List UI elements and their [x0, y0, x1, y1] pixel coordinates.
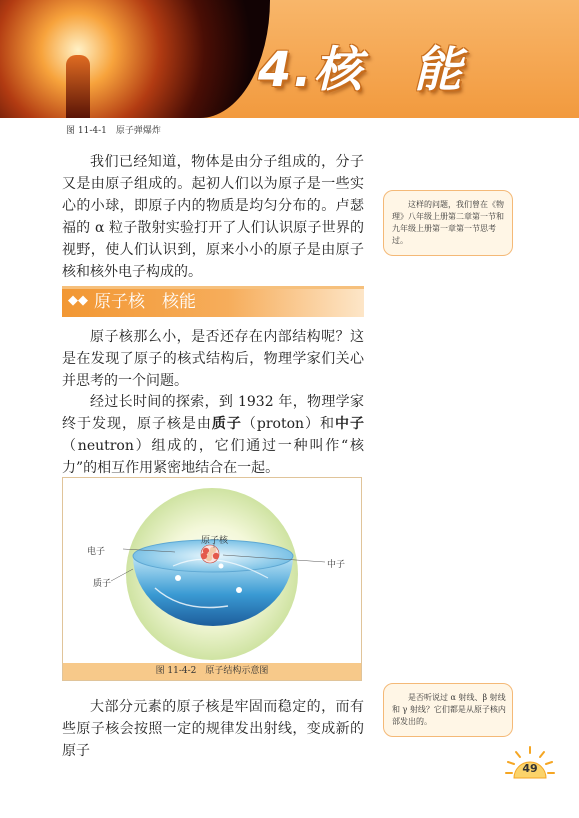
mushroom-cloud-stem [66, 55, 90, 118]
page-number: 49 [522, 762, 538, 775]
atom-structure-figure [62, 477, 362, 681]
section-heading-bar [62, 286, 364, 317]
section-title: 原子核 核能 [94, 292, 196, 312]
electron-dot [236, 587, 242, 593]
electron-dot [175, 575, 181, 581]
label-proton: 质子 [93, 579, 112, 589]
paragraph-discovery-part-a: 经过长时间的探索，到 1932 年，物理学家终于发现，原子核是由 [62, 394, 364, 432]
term-proton: 质子 [211, 416, 242, 432]
paragraph-discovery-part-b: （proton）和 [241, 416, 336, 432]
label-electron: 电子 [87, 547, 106, 557]
photo-caption: 图 11-4-1 原子弹爆炸 [66, 126, 161, 136]
label-nucleus: 原子核 [201, 536, 229, 546]
side-note-2: 是否听说过 α 射线、β 射线和 γ 射线？它们都是从原子核内部发出的。 [383, 683, 513, 737]
paragraph-discovery-part-c: （neutron）组成的，它们通过一种叫作“核力”的相互作用紧密地结合在一起。 [62, 438, 364, 476]
term-neutron: 中子 [335, 416, 365, 432]
atomic-explosion-photo [0, 0, 270, 118]
paragraph-radiation: 大部分元素的原子核是牢固而稳定的，而有些原子核会按照一定的规律发出射线，变成新的原子 [62, 699, 364, 759]
chapter-title: 4.核 能 [258, 42, 464, 98]
paragraph-discovery [62, 391, 364, 479]
atom-structure-diagram [63, 478, 361, 664]
diamond-bullet-icon: ◆◆ [68, 293, 88, 308]
electron-dot [219, 564, 224, 569]
paragraph-intro: 我们已经知道，物体是由分子组成的，分子又是由原子组成的。起初人们以为原子是一些实心的小球，即原子内的物质是均匀分布的。卢瑟福的 α 粒子散射实验打开了人们认识原子世界的视野，使人们认识到，原来小小的原子是由原子核和核外电子构成的。 [62, 154, 364, 280]
figure-caption: 图 11-4-2 原子结构示意图 [63, 663, 361, 680]
side-note-1: 这样的问题，我们曾在《物理》八年级上册第二章第一节和九年级上册第一章第一节思考过。 [383, 190, 513, 256]
label-neutron: 中子 [327, 560, 346, 570]
nucleus-cluster [201, 545, 219, 563]
paragraph-question: 原子核那么小，是否还存在内部结构呢？这是在发现了原子的核式结构后，物理学家们关心并思考的一个问题。 [62, 329, 364, 389]
